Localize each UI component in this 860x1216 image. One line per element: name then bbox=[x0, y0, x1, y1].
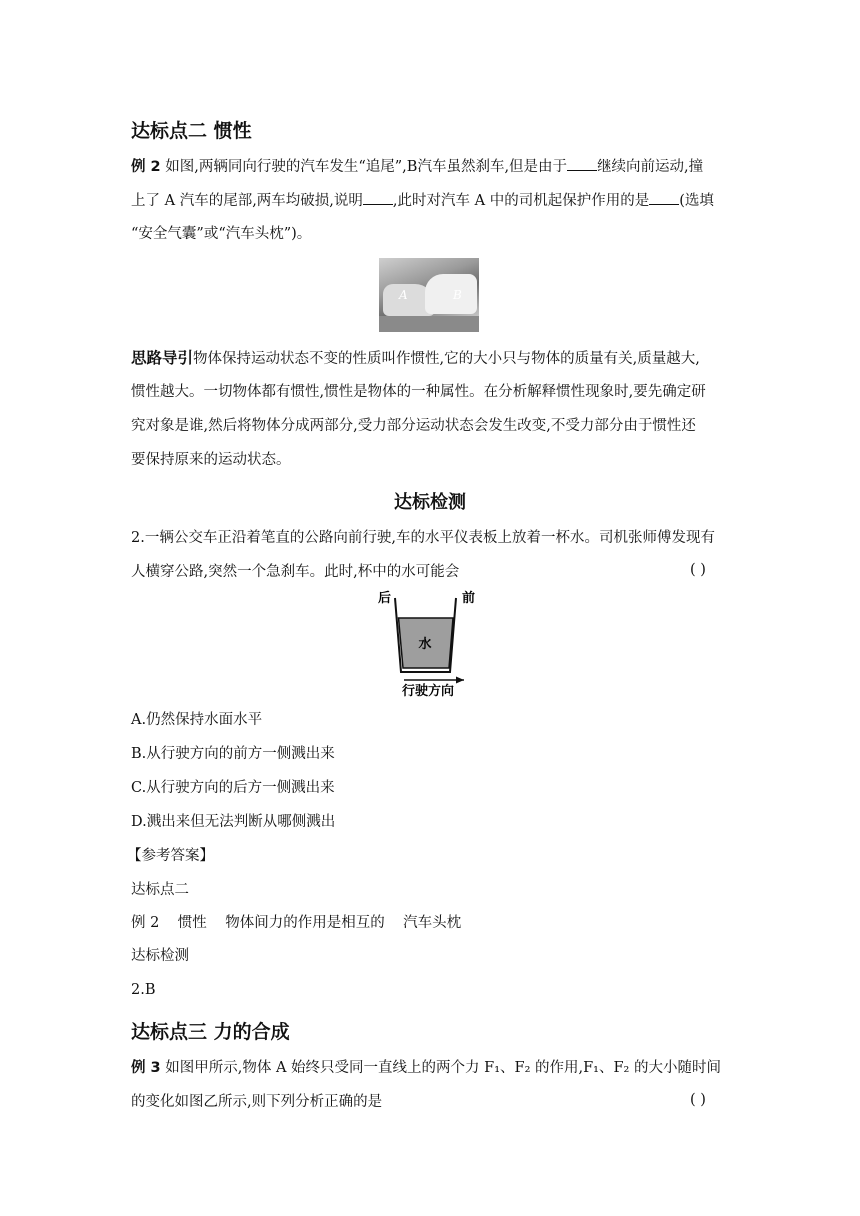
answers-line-4: 2.B bbox=[131, 982, 156, 998]
figure-label-front: 前 bbox=[462, 591, 476, 606]
guide-line-2: 惯性越大。一切物体都有惯性,惯性是物体的一种属性。在分析解释惯性现象时,要先确定研 bbox=[131, 384, 706, 400]
question-2-line-2: 人横穿公路,突然一个急刹车。此时,杯中的水可能会 bbox=[131, 564, 460, 580]
answer-blank bbox=[567, 156, 597, 171]
water-cup-figure bbox=[370, 588, 480, 700]
guide-text: 物体保持运动状态不变的性质叫作惯性,它的大小只与物体的质量有关,质量越大, bbox=[193, 351, 700, 367]
answers-line-1: 达标点二 bbox=[131, 882, 189, 898]
question-2-line-1: 2.一辆公交车正沿着笔直的公路向前行驶,车的水平仪表板上放着一杯水。司机张师傅发现有 bbox=[131, 530, 715, 546]
photo-road bbox=[379, 316, 479, 332]
figure-label-water: 水 bbox=[418, 637, 432, 652]
answers-line-2: 例 2 惯性 物体间力的作用是相互的 汽车头枕 bbox=[131, 915, 462, 931]
guide-line-4: 要保持原来的运动状态。 bbox=[131, 452, 291, 468]
answer-paren: ( ) bbox=[690, 562, 706, 578]
option-b: B.从行驶方向的前方一侧溅出来 bbox=[131, 746, 335, 762]
photo-car-b bbox=[425, 274, 477, 314]
direction-arrow-head bbox=[456, 677, 464, 684]
answers-line-3: 达标检测 bbox=[131, 948, 189, 964]
check-heading: 达标检测 bbox=[394, 492, 466, 513]
example-text: (选填 bbox=[679, 193, 714, 209]
option-d: D.溅出来但无法判断从哪侧溅出 bbox=[131, 814, 336, 830]
example-text: 上了 A 汽车的尾部,两车均破损,说明 bbox=[131, 193, 363, 209]
figure-label-direction: 行驶方向 bbox=[402, 684, 455, 699]
example-2-line-3: “安全气囊”或“汽车头枕”)。 bbox=[131, 226, 312, 242]
answer-blank bbox=[363, 190, 393, 205]
section-heading-inertia: 达标点二 惯性 bbox=[131, 120, 252, 142]
example-text: 如图,两辆同向行驶的汽车发生“追尾”,B汽车虽然刹车,但是由于 bbox=[160, 159, 568, 175]
answer-blank bbox=[649, 190, 679, 205]
answer-paren: ( ) bbox=[690, 1092, 706, 1108]
option-c: C.从行驶方向的后方一侧溅出来 bbox=[131, 780, 335, 796]
guide-line-3: 究对象是谁,然后将物体分成两部分,受力部分运动状态会发生改变,不受力部分由于惯性还 bbox=[131, 418, 696, 434]
answers-heading: 【参考答案】 bbox=[127, 848, 214, 864]
guide-label: 思路导引 bbox=[131, 349, 194, 367]
option-a: A.仍然保持水面水平 bbox=[131, 712, 263, 728]
section-heading-force-composition: 达标点三 力的合成 bbox=[131, 1021, 290, 1043]
example-text: ,此时对汽车 A 中的司机起保护作用的是 bbox=[392, 193, 650, 209]
example-label: 例 2 bbox=[131, 159, 161, 175]
collision-photo bbox=[379, 258, 479, 332]
example-text: 继续向前运动,撞 bbox=[597, 159, 704, 175]
example-2-line-1 bbox=[131, 156, 703, 177]
photo-label-a: A bbox=[399, 288, 408, 302]
example-2-line-2 bbox=[131, 190, 714, 211]
guide-line-1 bbox=[131, 348, 700, 369]
example-3-line-2: 的变化如图乙所示,则下列分析正确的是 bbox=[131, 1094, 383, 1110]
example-text: 如图甲所示,物体 A 始终只受同一直线上的两个力 F₁、F₂ 的作用,F₁、F₂ 的大小随时间 bbox=[160, 1060, 721, 1076]
example-label: 例 3 bbox=[131, 1060, 161, 1076]
photo-label-b: B bbox=[453, 288, 462, 302]
example-3-line-1 bbox=[131, 1058, 721, 1078]
figure-label-back: 后 bbox=[378, 591, 392, 606]
